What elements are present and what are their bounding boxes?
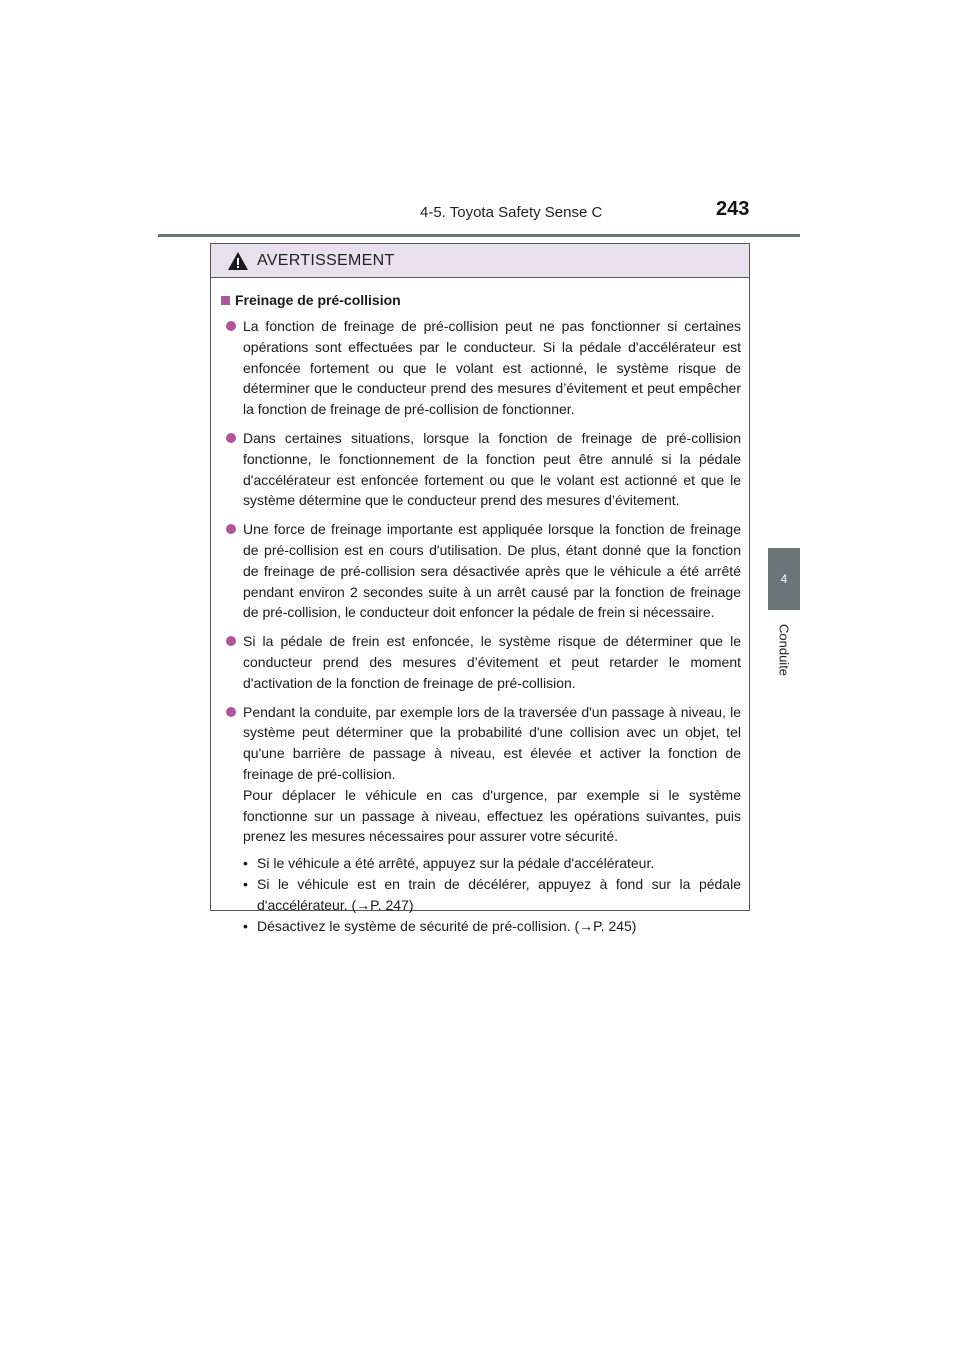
bullet-text: Pendant la conduite, par exemple lors de la traversée d'un passage à niveau, le système peut déterminer que la probabilité d'une collision avec un objet, tel qu'une barrière de passage à niveau, est élevée et activer la fonction de freinage de pré-collision.: [243, 703, 741, 782]
sub-list-item: [243, 853, 741, 874]
list-item: [221, 519, 741, 623]
warning-title: AVERTISSEMENT: [257, 251, 395, 269]
sub-list-item: [243, 874, 741, 916]
square-bullet-icon: [221, 296, 230, 305]
circle-bullet-icon: [226, 433, 236, 443]
list-item: [221, 428, 741, 511]
circle-bullet-icon: [226, 321, 236, 331]
circle-bullet-icon: [226, 636, 236, 646]
header-section-title: 4-5. Toyota Safety Sense C: [420, 204, 603, 221]
emergency-paragraph: Pour déplacer le véhicule en cas d'urgence, par exemple si le système fonctionne sur un passage à niveau, effectuez les opérations suivantes, puis prenez les mesures nécessaires pour assurer votre sécurité.: [243, 786, 741, 845]
page-number: 243: [716, 198, 750, 220]
sub-list-item: [243, 916, 741, 937]
bullet-text: Dans certaines situations, lorsque la fonction de freinage de pré-collision fonctionne, le fonctionnement de la fonction peut être annulé si la pédale d'accélérateur est enfoncée fortement ou que le volant est actionné et que le système détermine que le conducteur prend des mesures d’évitement.: [243, 429, 741, 509]
warning-triangle-icon: [227, 251, 249, 271]
sub-item-text: Si le véhicule est en train de décélérer, appuyez à fond sur la pédale d'accélérateur. (→P. 247): [257, 875, 741, 913]
list-item: [221, 316, 741, 420]
sub-bullet-dot: •: [243, 855, 248, 872]
bullet-text: La fonction de freinage de pré-collision peut ne pas fonctionner si certaines opérations sont effectuées par le conducteur. Si la pédale d'accélérateur est enfoncée fortement ou que le volant est actionné, le système risque de déterminer que le conducteur prend des mesures d’évitement et peut empêcher la fonction de freinage de pré-collision de fonctionner.: [243, 318, 741, 418]
warning-box: [210, 243, 750, 934]
section-heading-text: Freinage de pré-collision: [235, 292, 401, 308]
bullet-text: Une force de freinage importante est appliquée lorsque la fonction de freinage de pré-collision est en cours d'utilisation. De plus, étant donné que la fonction de freinage de pré-collision sera désactivée après que le véhicule a été arrêté pendant environ 2 secondes suite à un arrêt causé par la fonction de freinage de pré-collision, le conducteur doit enfoncer la pédale de frein si nécessaire.: [243, 521, 741, 621]
chapter-label: Conduite: [776, 623, 792, 677]
chapter-tab: 4: [768, 548, 800, 610]
circle-bullet-icon: [226, 524, 236, 534]
section-heading: [221, 292, 741, 308]
sub-list: [243, 853, 741, 936]
list-item: [221, 631, 741, 693]
bullet-text: Si la pédale de frein est enfoncée, le système risque de déterminer que le conducteur prend des mesures d’évitement et peut retarder le moment d'activation de la fonction de freinage de pré-collision.: [243, 633, 741, 691]
sub-item-text: Si le véhicule a été arrêté, appuyez sur la pédale d'accélérateur.: [257, 855, 655, 872]
warning-body: [211, 278, 749, 936]
warning-header: [211, 244, 749, 278]
sub-item-text: Désactivez le système de sécurité de pré-collision. (→P. 245): [257, 917, 637, 934]
sub-bullet-dot: •: [243, 917, 248, 934]
circle-bullet-icon: [226, 707, 236, 717]
sub-bullet-dot: •: [243, 875, 248, 892]
list-item: [221, 702, 741, 937]
header-divider: [158, 234, 800, 237]
